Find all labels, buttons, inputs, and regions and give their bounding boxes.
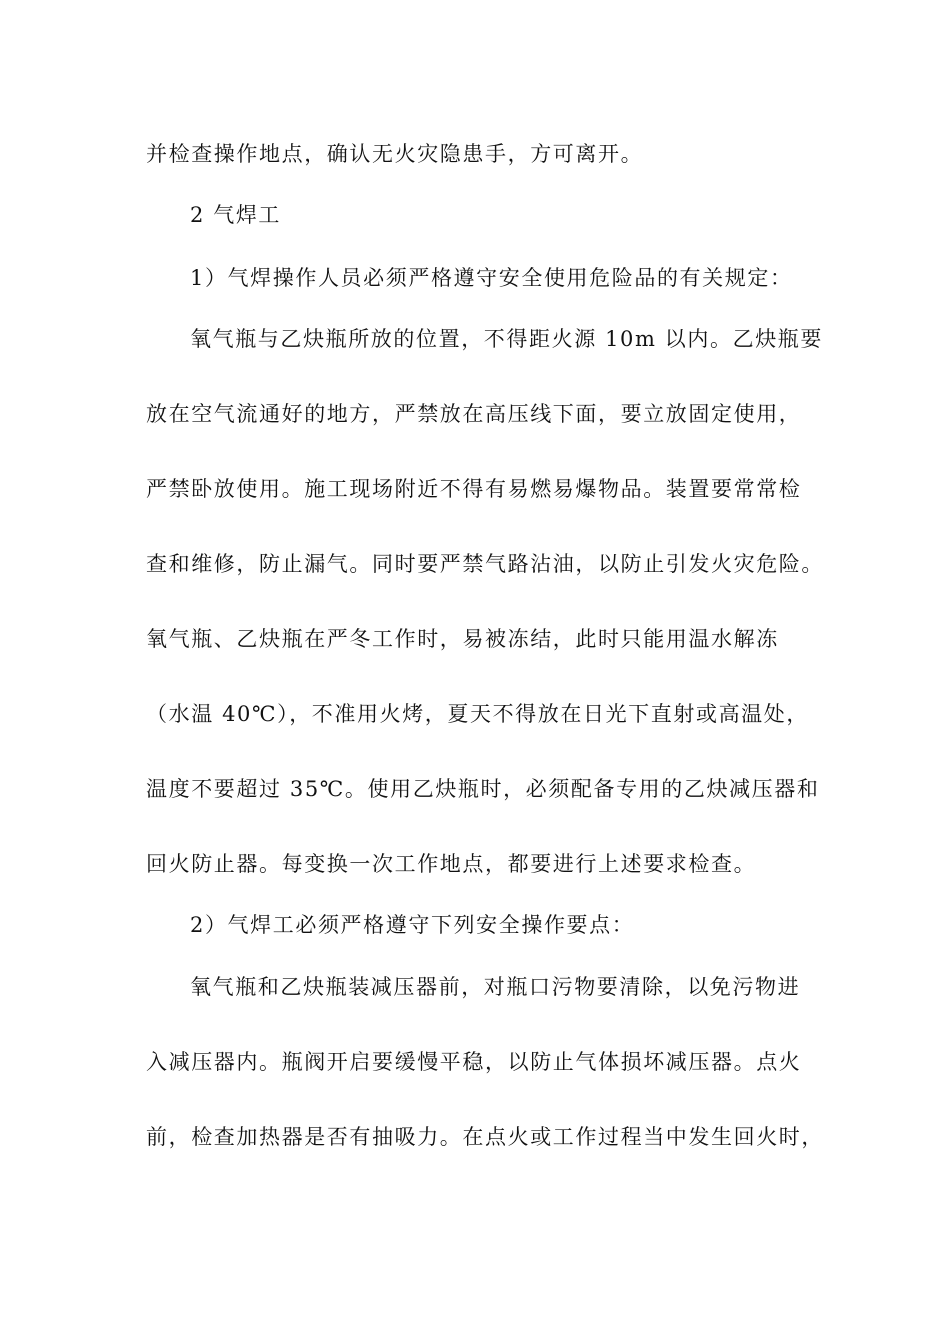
text-line-9: （水温 40℃），不准用火烤，夏天不得放在日光下直射或高温处，: [146, 702, 809, 726]
text-line-1: 并检查操作地点，确认无火灾隐患手，方可离开。: [146, 142, 644, 166]
text-line-14: 入减压器内。瓶阀开启要缓慢平稳，以防止气体损坏减压器。点火: [146, 1050, 802, 1074]
text-line-7: 查和维修，防止漏气。同时要严禁气路沾油，以防止引发火灾危险。: [146, 552, 824, 576]
clause-1-heading: 1）气焊操作人员必须严格遵守安全使用危险品的有关规定：: [190, 266, 793, 290]
clause-2-heading: 2）气焊工必须严格遵守下列安全操作要点：: [190, 913, 635, 937]
text-line-10: 温度不要超过 35℃。使用乙炔瓶时，必须配备专用的乙炔减压器和: [146, 777, 820, 801]
text-line-4: 氧气瓶与乙炔瓶所放的位置，不得距火源 10m 以内。乙炔瓶要: [190, 327, 823, 351]
text-line-8: 氧气瓶、乙炔瓶在严冬工作时，易被冻结，此时只能用温水解冻: [146, 627, 779, 651]
text-line-11: 回火防止器。每变换一次工作地点，都要进行上述要求检查。: [146, 852, 757, 876]
text-line-5: 放在空气流通好的地方，严禁放在高压线下面，要立放固定使用，: [146, 402, 802, 426]
section-heading-gas-welder: 2 气焊工: [190, 203, 282, 227]
text-line-6: 严禁卧放使用。施工现场附近不得有易燃易爆物品。装置要常常检: [146, 477, 802, 501]
text-line-15: 前，检查加热器是否有抽吸力。在点火或工作过程当中发生回火时，: [146, 1125, 824, 1149]
text-line-13: 氧气瓶和乙炔瓶装减压器前，对瓶口污物要清除，以免污物进: [190, 975, 801, 999]
